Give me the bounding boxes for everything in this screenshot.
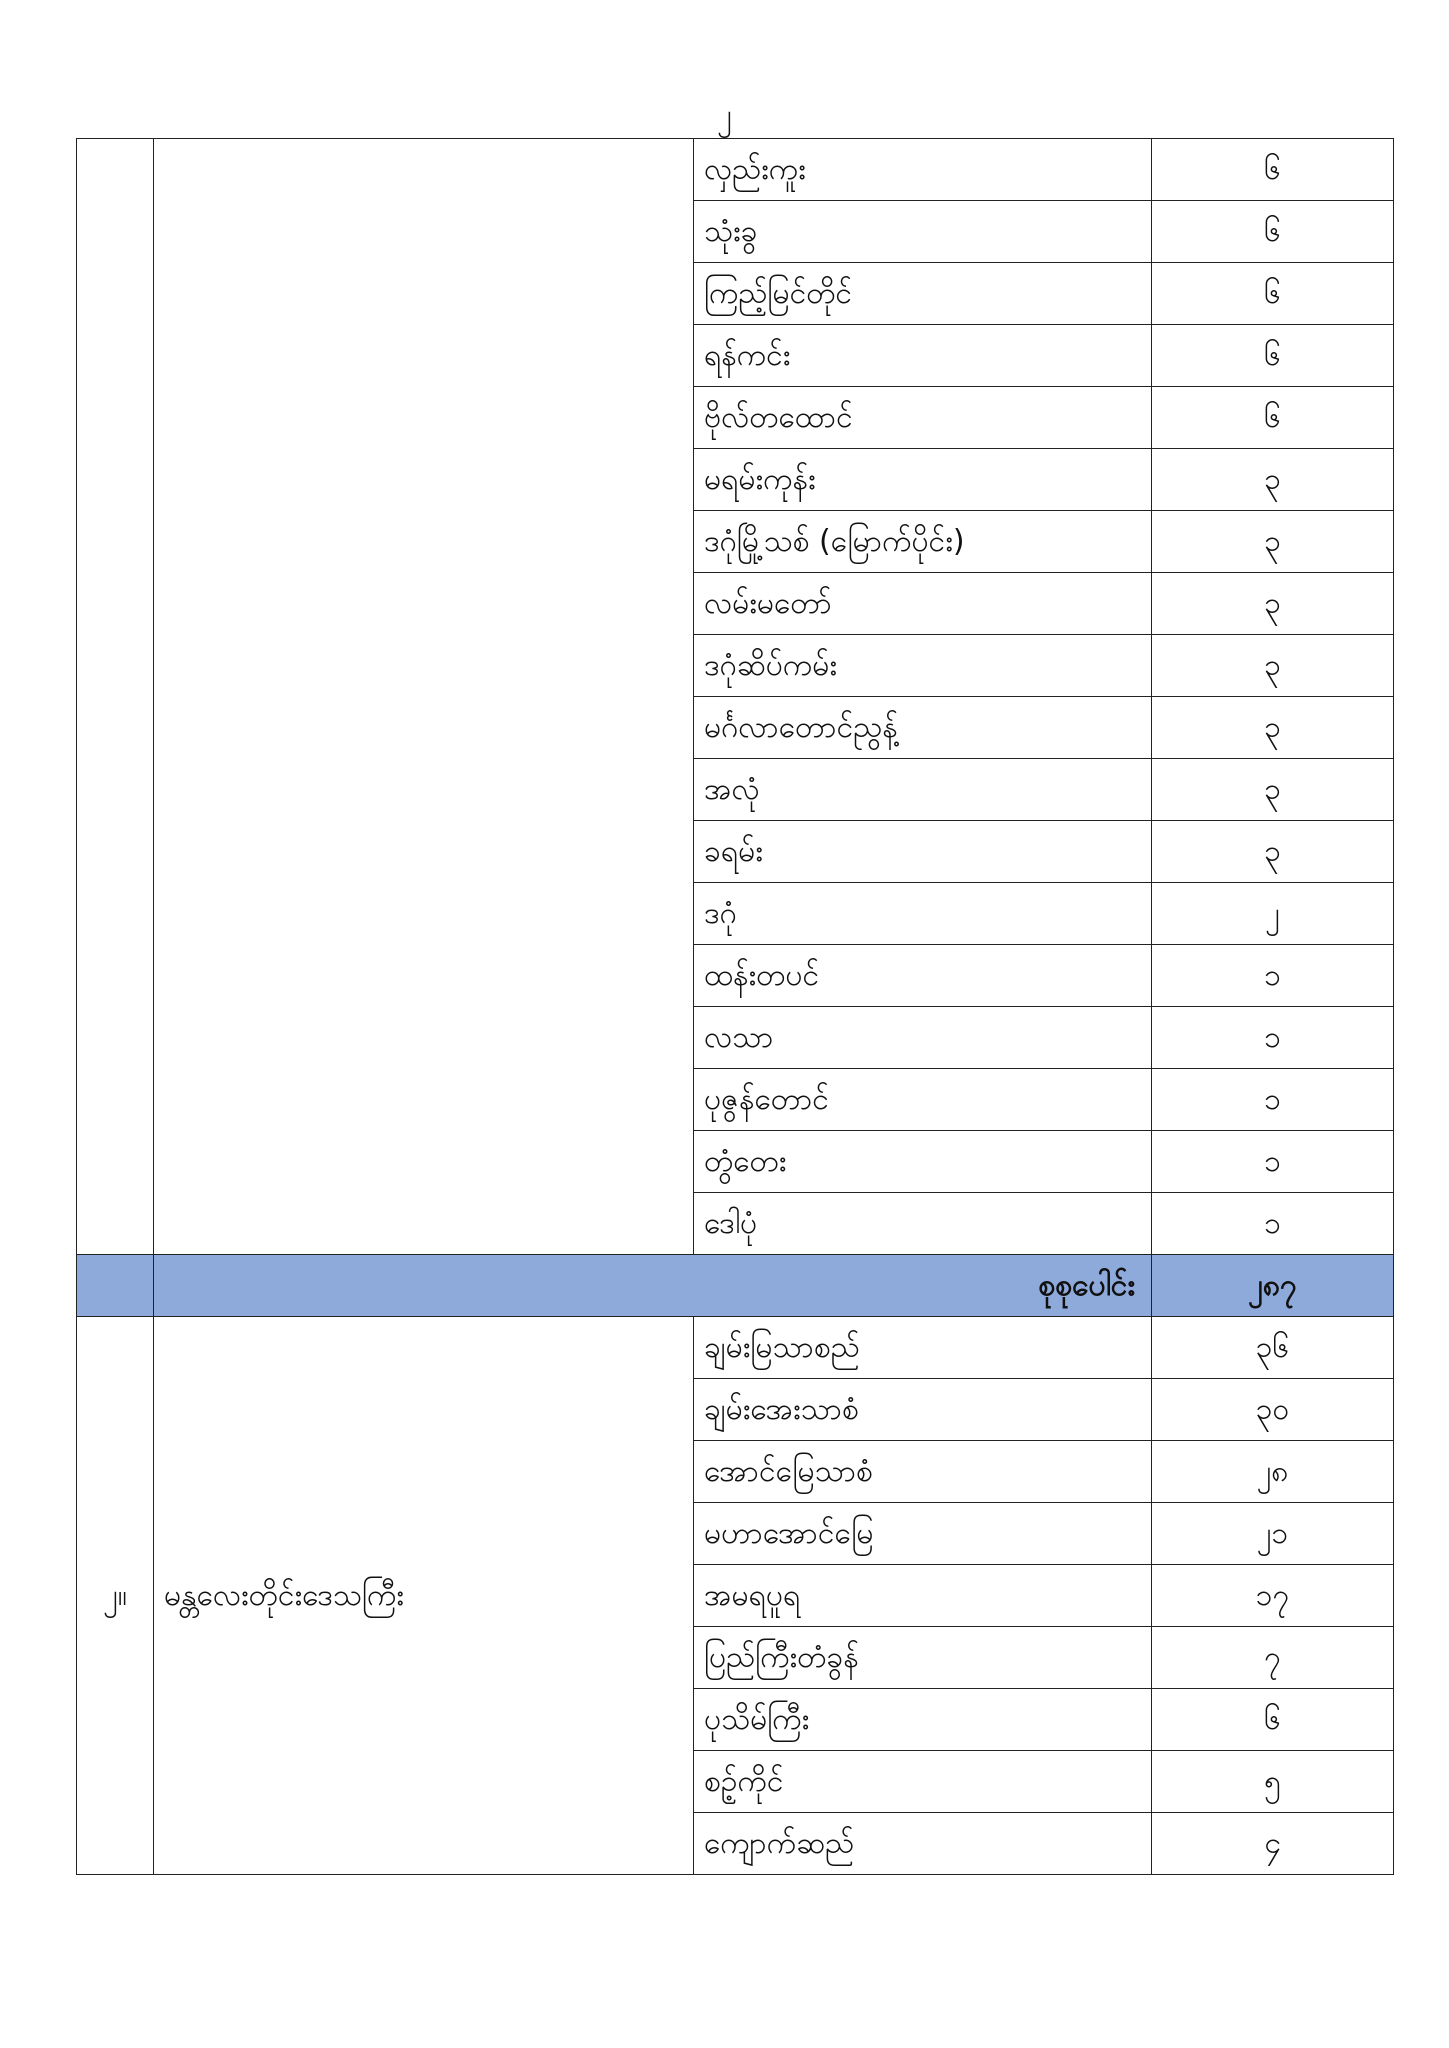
township-name: ပုသိမ်ကြီး (694, 1689, 1152, 1751)
township-name: ဒဂုံမြို့သစ် (မြောက်ပိုင်း) (694, 511, 1152, 573)
township-name: ခရမ်း (694, 821, 1152, 883)
township-name: မဟာအောင်မြေ (694, 1503, 1152, 1565)
township-name: အလုံ (694, 759, 1152, 821)
township-count: ၆ (1152, 387, 1394, 449)
township-name: အောင်မြေသာစံ (694, 1441, 1152, 1503)
township-name: တွံတေး (694, 1131, 1152, 1193)
township-name: အမရပူရ (694, 1565, 1152, 1627)
township-count: ၃၆ (1152, 1317, 1394, 1379)
township-count: ၁ (1152, 1131, 1394, 1193)
township-count: ၆ (1152, 263, 1394, 325)
township-name: မင်္ဂလာတောင်ညွန့် (694, 697, 1152, 759)
township-name: လသာ (694, 1007, 1152, 1069)
township-count: ၆ (1152, 201, 1394, 263)
township-count: ၁ (1152, 1007, 1394, 1069)
township-count: ၂၁ (1152, 1503, 1394, 1565)
table-row (77, 139, 1394, 201)
group-mandalay (77, 1317, 1394, 1875)
township-count: ၁ (1152, 1193, 1394, 1255)
group-number: ၂။ (77, 1317, 154, 1875)
page-number: ၂ (717, 98, 732, 133)
township-count: ၃ (1152, 573, 1394, 635)
township-name: ရန်ကင်း (694, 325, 1152, 387)
township-count: ၂၈ (1152, 1441, 1394, 1503)
township-name: ကျောက်ဆည် (694, 1813, 1152, 1875)
group-number-cell (77, 139, 154, 1255)
subtotal-blank-cell (77, 1255, 154, 1317)
township-count: ၁၇ (1152, 1565, 1394, 1627)
township-name: ပြည်ကြီးတံခွန် (694, 1627, 1152, 1689)
township-name: မရမ်းကုန်း (694, 449, 1152, 511)
township-count: ၃ (1152, 635, 1394, 697)
township-count: ၃ (1152, 821, 1394, 883)
township-count: ၅ (1152, 1751, 1394, 1813)
township-name: ကြည့်မြင်တိုင် (694, 263, 1152, 325)
region-name: မန္တလေးတိုင်းဒေသကြီး (154, 1317, 694, 1875)
subtotal-label: စုစုပေါင်း (154, 1255, 1152, 1317)
township-name: ချမ်းမြသာစည် (694, 1317, 1152, 1379)
subtotal-row (77, 1255, 1394, 1317)
township-count: ၂ (1152, 883, 1394, 945)
township-name: သုံးခွ (694, 201, 1152, 263)
township-count: ၃ (1152, 759, 1394, 821)
township-count: ၁ (1152, 945, 1394, 1007)
township-count: ၆ (1152, 325, 1394, 387)
township-name: ထန်းတပင် (694, 945, 1152, 1007)
township-count: ၆ (1152, 139, 1394, 201)
township-name: ချမ်းအေးသာစံ (694, 1379, 1152, 1441)
township-table (76, 138, 1394, 1875)
township-count: ၄ (1152, 1813, 1394, 1875)
township-count: ၇ (1152, 1627, 1394, 1689)
township-count: ၃ (1152, 697, 1394, 759)
subtotal-value: ၂၈၇ (1152, 1255, 1394, 1317)
township-name: ဗိုလ်တထောင် (694, 387, 1152, 449)
region-name-cell (154, 139, 694, 1255)
township-count: ၃၀ (1152, 1379, 1394, 1441)
township-count: ၁ (1152, 1069, 1394, 1131)
township-name: ဒဂုံဆိပ်ကမ်း (694, 635, 1152, 697)
table-row (77, 1317, 1394, 1379)
group-previous (77, 139, 1394, 1255)
township-name: လှည်းကူး (694, 139, 1152, 201)
township-name: ဒဂုံ (694, 883, 1152, 945)
township-name: လမ်းမတော် (694, 573, 1152, 635)
township-name: ပုဇွန်တောင် (694, 1069, 1152, 1131)
township-count: ၃ (1152, 511, 1394, 573)
township-name: ဒေါပုံ (694, 1193, 1152, 1255)
township-count: ၃ (1152, 449, 1394, 511)
township-name: စဉ့်ကိုင် (694, 1751, 1152, 1813)
township-count: ၆ (1152, 1689, 1394, 1751)
